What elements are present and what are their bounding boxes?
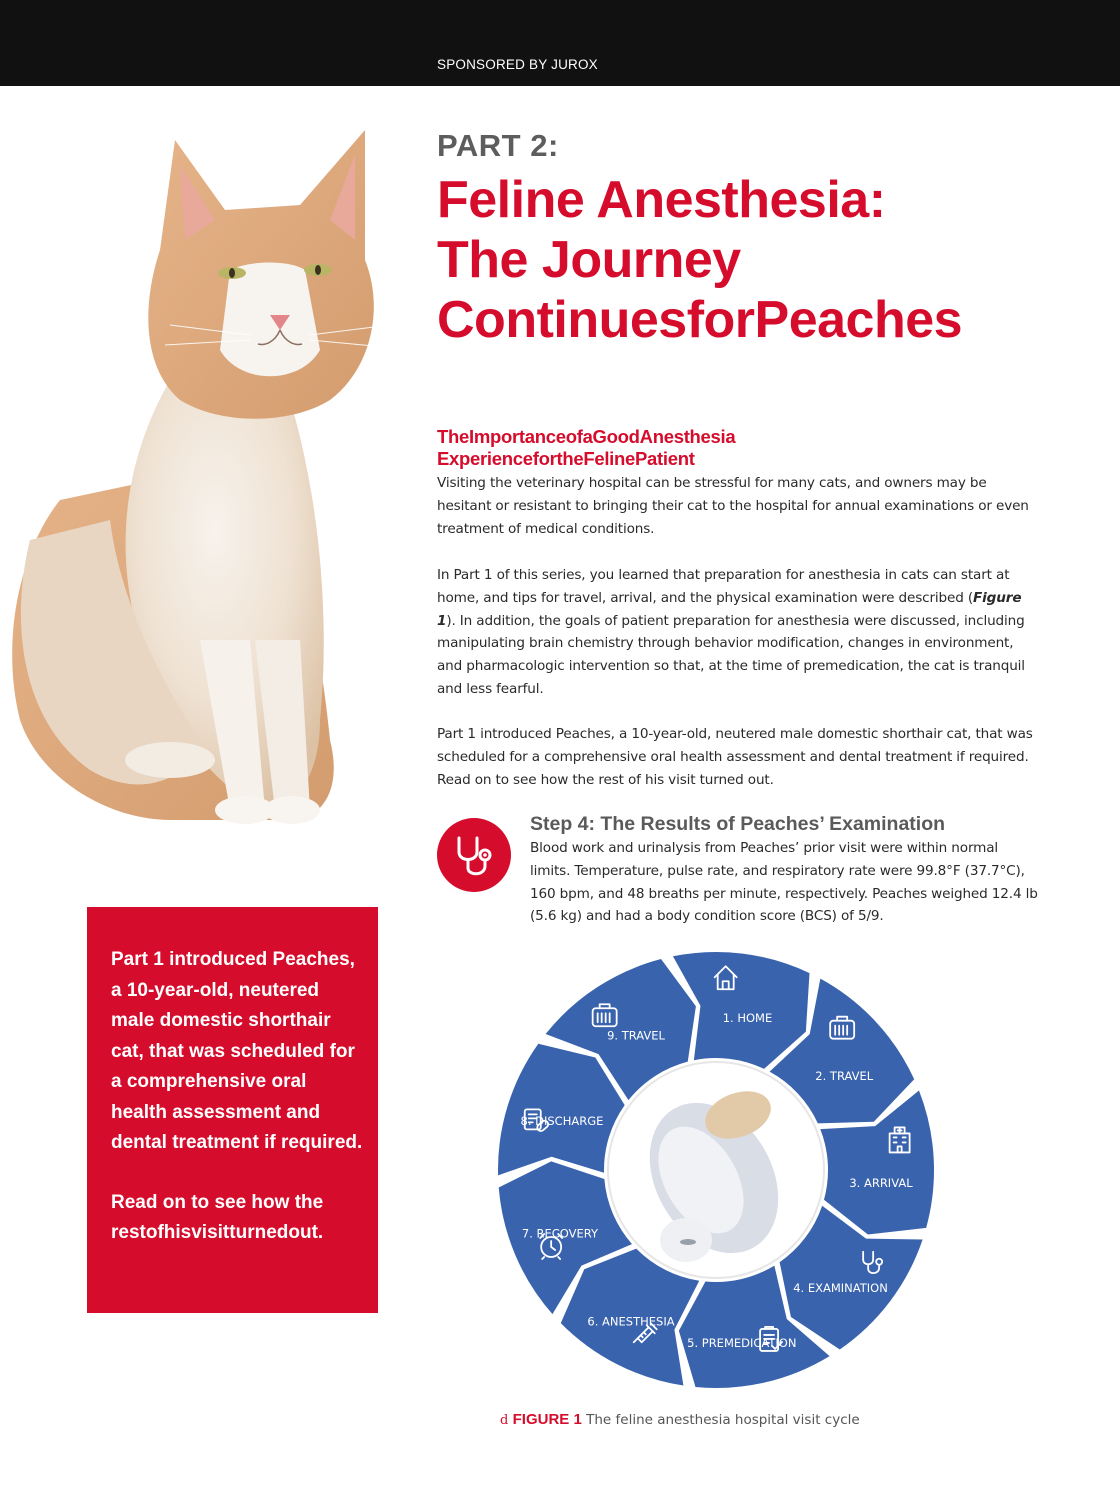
pull-quote-box — [87, 907, 378, 1313]
top-bar — [0, 0, 1120, 86]
title-line: The Journey — [437, 231, 741, 289]
paragraph-1: Visiting the veterinary hospital can be stressful for many cats, and owners may be hesitant or resistant to bringing their cat to the hospital for annual examinations or even treatment of medical conditions. — [437, 475, 1029, 537]
step4-body: Blood work and urinalysis from Peaches’ prior visit were within normal limits. Temperature, pulse rate, and respiratory rate were 99.8°F (37.7°C), 160 bpm, and 48 breaths per minute, respectively. Peaches weighed 12.4 lb (5.6 kg) and had a body condition score (BCS) of 5/9. — [530, 840, 1038, 925]
pull-quote-line: restofhisvisitturnedout. — [111, 1222, 324, 1243]
cycle-step-label: 5. PREMEDICATION — [687, 1335, 797, 1350]
cat-illustration — [0, 120, 420, 840]
title-line: Feline Anesthesia: — [437, 171, 886, 229]
pull-quote-paragraph: Part 1 introduced Peaches, a 10-year-old, neutered male domestic shorthair cat, that was scheduled for a comprehensive oral health assessment and dental treatment if required. — [111, 949, 363, 1153]
section-heading-line: TheImportanceofaGoodAnesthesia — [437, 426, 736, 447]
caption-label: FIGURE 1 — [512, 1411, 582, 1428]
cycle-step-label: 1. HOME — [722, 1011, 773, 1026]
cycle-step-label: 9. TRAVEL — [607, 1028, 665, 1043]
paragraph-2-text: ). In addition, the goals of patient preparation for anesthesia were discussed, including manipulating brain chemistry through behavior modification, changes in environment, and pharmacologic intervention so that, at the time of premedication, the cat is tranquil and less fearful. — [437, 612, 1025, 697]
part-label: PART 2: — [437, 128, 559, 163]
figure-reference: Figure 1 — [437, 589, 1022, 629]
stethoscope-icon — [437, 818, 511, 892]
cat-photo — [0, 120, 420, 840]
section-heading-line: ExperiencefortheFelinePatient — [437, 448, 695, 469]
article-title — [437, 170, 1097, 350]
sponsor-label: SPONSORED BY JUROX — [437, 57, 598, 72]
step4-title: Step 4: The Results of Peaches’ Examination — [530, 813, 946, 835]
section-heading — [437, 426, 1037, 470]
pull-quote-text — [111, 945, 366, 1249]
title-line: ContinuesforPeaches — [437, 291, 963, 349]
cycle-step-label: 3. ARRIVAL — [849, 1175, 913, 1190]
anesthesia-cycle-figure — [496, 950, 936, 1390]
cycle-diagram — [496, 950, 936, 1390]
cycle-step-label: 2. TRAVEL — [815, 1069, 874, 1084]
cycle-step-label: 8. DISCHARGE — [520, 1113, 604, 1128]
caption-text: The feline anesthesia hospital visit cycle — [586, 1412, 860, 1428]
caption-mark: d — [500, 1413, 509, 1428]
figure-caption — [500, 1411, 860, 1428]
cycle-step-label: 6. ANESTHESIA — [587, 1314, 675, 1329]
stethoscope-badge — [437, 818, 511, 892]
cycle-step-label: 4. EXAMINATION — [793, 1281, 888, 1296]
cycle-step-label: 7. RECOVERY — [521, 1226, 599, 1241]
paragraph-2-text: In Part 1 of this series, you learned that preparation for anesthesia in cats can start at home, and tips for travel, arrival, and the physical examination were described ( — [437, 567, 1010, 606]
paragraph-2 — [437, 564, 1037, 701]
pull-quote-line: Read on to see how the — [111, 1191, 324, 1213]
paragraph-3: Part 1 introduced Peaches, a 10-year-old, neutered male domestic shorthair cat, that was scheduled for a comprehensive oral health assessment and dental treatment if required. Read on to see how the rest of his visit turned out. — [437, 726, 1033, 788]
